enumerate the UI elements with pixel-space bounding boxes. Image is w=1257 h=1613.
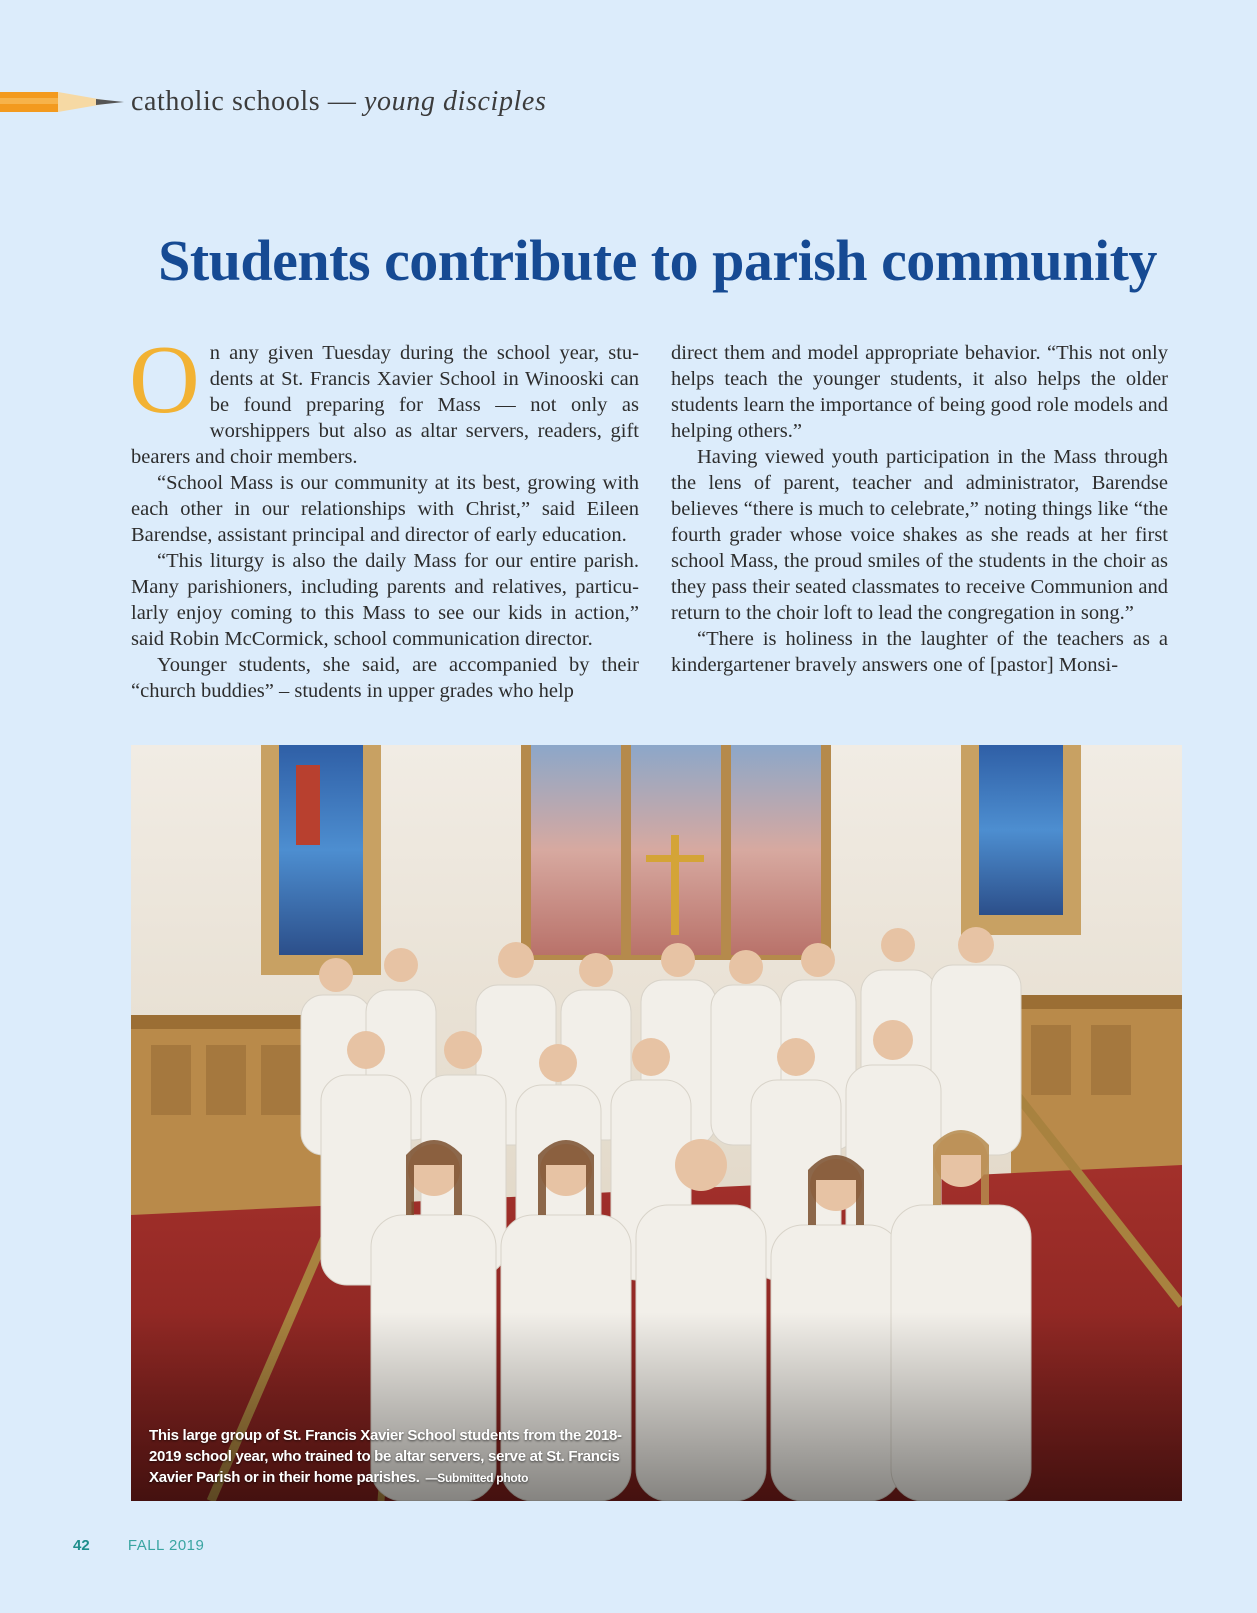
- article-paragraph: Having viewed youth participation in the Mass through the lens of parent, teacher and administrator, Barendse believes “there is much to celebrate,” noting things like “the fourth grader whose voice shakes as she reads at her first school Mass, the proud smiles of the students in the choir as they pass their seated classmates to receive Communion and return to the choir loft to lead the congregation in song.”: [671, 446, 1168, 624]
- section-title-main: catholic schools —: [131, 86, 357, 117]
- article-column-left: [129, 326, 639, 704]
- article-column-right: [671, 340, 1168, 678]
- article-paragraph: On any given Tuesday during the school year, students at St. Francis Xavier School in Winooski can be found preparing for Mass — not only as worshippers but also as altar servers, readers, gift bearers and choir members.: [129, 326, 639, 468]
- issue-label: FALL 2019: [127, 1537, 205, 1554]
- section-subtitle: young disciples: [364, 86, 547, 117]
- page-footer: [73, 1537, 204, 1557]
- section-header: [0, 82, 700, 122]
- pencil-icon: [0, 89, 124, 115]
- photo-caption-text: This large group of St. Francis Xavier School students from the 2018-2019 school year, who trained to be altar servers, serve at St. Francis Xavier Parish or in their home parishes.: [149, 1427, 622, 1486]
- group-photo: [131, 745, 1182, 1501]
- section-title: [131, 82, 546, 122]
- article-paragraph: “This liturgy is also the daily Mass for our entire parish. Many parishioners, including parents and relatives, particularly enjoy coming to this Mass to see our kids in action,” said Robin McCormick, school communication director.: [131, 550, 639, 650]
- article-headline: Students contribute to parish community: [158, 228, 1157, 293]
- drop-cap: O: [129, 326, 200, 434]
- church-group-illustration: [131, 745, 1182, 1501]
- photo-caption: [149, 1425, 649, 1489]
- article-paragraph: Younger students, she said, are accompanied by their “church buddies” – students in upper grades who help: [131, 654, 639, 702]
- photo-credit: —Submitted photo: [425, 1471, 529, 1485]
- article-paragraph: direct them and model appropriate behavior. “This not only helps teach the younger students, it also helps the older students learn the importance of being good role models and helping others.”: [671, 342, 1168, 442]
- page-number: 42: [73, 1537, 90, 1554]
- article-paragraph: “There is holiness in the laughter of the teachers as a kindergartener bravely answers one of [pastor] Monsi-: [671, 628, 1168, 676]
- article-paragraph: “School Mass is our community at its best, growing with each other in our relationships with Christ,” said Eileen Barendse, assistant principal and director of early education.: [131, 472, 639, 546]
